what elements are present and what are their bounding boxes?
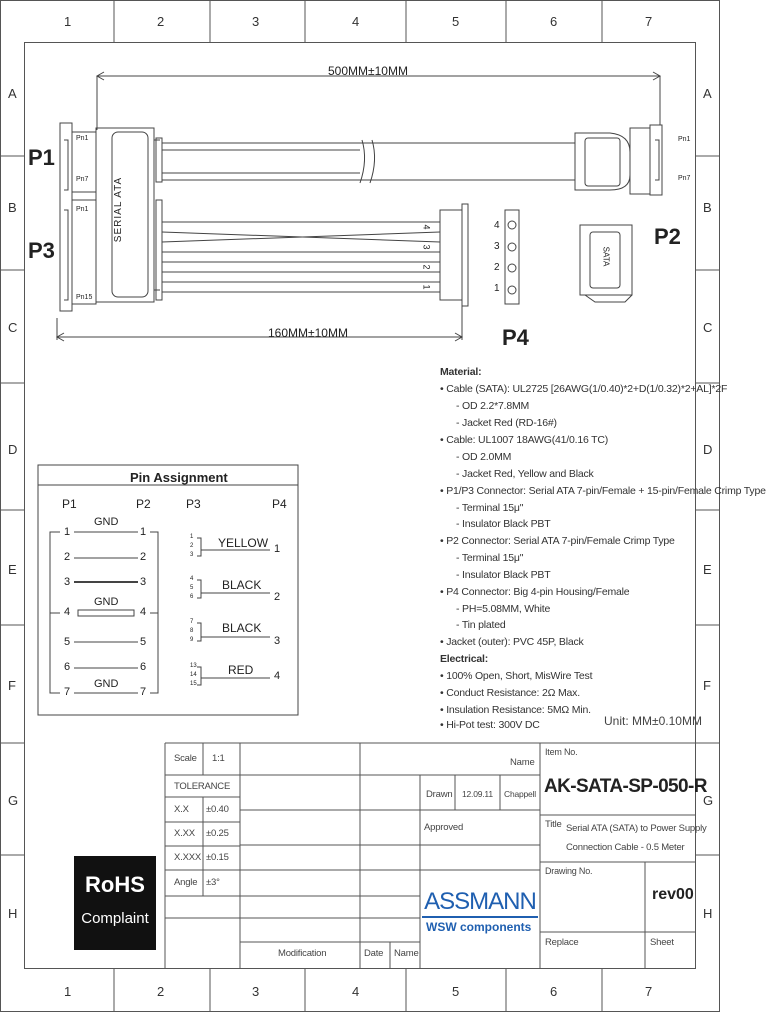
material-line: - Terminal 15μ" bbox=[456, 552, 524, 564]
grid-col-6-top: 6 bbox=[550, 14, 558, 29]
wire-num-1: 1 bbox=[421, 284, 432, 290]
p2-connector-text: SATA bbox=[601, 246, 611, 267]
name-label: Name bbox=[510, 757, 535, 768]
electrical-line: • Conduct Resistance: 2Ω Max. bbox=[440, 687, 580, 699]
wire-color-black: BLACK bbox=[222, 578, 262, 592]
p3-group-pins: 4 bbox=[190, 576, 194, 582]
p4-pin-ref: 3 bbox=[274, 635, 281, 647]
connector-p4-label: P4 bbox=[502, 325, 529, 350]
grid-row-f-left: F bbox=[8, 678, 16, 693]
connector-p1-label: P1 bbox=[28, 145, 55, 170]
tolerance-key: Angle bbox=[174, 877, 198, 888]
grid-row-c-left: C bbox=[8, 320, 18, 335]
title-line-1: Serial ATA (SATA) to Power Supply bbox=[566, 823, 707, 834]
electrical-line: • Hi-Pot test: 300V DC bbox=[440, 719, 540, 731]
p3-group-pins: 8 bbox=[190, 628, 194, 634]
tolerance-label: TOLERANCE bbox=[174, 781, 231, 792]
grid-row-h-left: H bbox=[8, 906, 18, 921]
p3-pin-15-label: Pn15 bbox=[76, 294, 93, 301]
drawn-date: 12.09.11 bbox=[462, 789, 493, 799]
assmann-logo bbox=[422, 886, 538, 942]
pin-header-p4: P4 bbox=[272, 497, 287, 511]
p4-pin-ref: 2 bbox=[274, 591, 281, 603]
p3-group-pins: 3 bbox=[190, 552, 194, 558]
revision: rev00 bbox=[652, 886, 694, 903]
p2-pin-1-label: Pn1 bbox=[678, 136, 691, 143]
p2-pin-7-label: Pn7 bbox=[678, 175, 691, 182]
tolerance-key: X.XX bbox=[174, 828, 195, 839]
p4-pin-ref: 1 bbox=[274, 543, 281, 555]
grid-col-4-bottom: 4 bbox=[352, 984, 360, 999]
gnd-label: GND bbox=[94, 516, 119, 528]
grid-col-4-top: 4 bbox=[352, 14, 360, 29]
pin-header-p2: P2 bbox=[136, 497, 151, 511]
p4-pin-2: 2 bbox=[494, 262, 500, 273]
grid-col-7-top: 7 bbox=[645, 14, 653, 29]
approved-label: Approved bbox=[424, 822, 464, 833]
pin-header-p3: P3 bbox=[186, 497, 201, 511]
title-label: Title bbox=[545, 819, 562, 830]
grid-col-5-bottom: 5 bbox=[452, 984, 460, 999]
material-line: • Cable (SATA): UL2725 [26AWG(1/0.40)*2+D(1/0.32)*2+AL]*2F bbox=[440, 383, 728, 395]
material-heading: Material: bbox=[440, 366, 482, 378]
p1-pin-1-label: Pn1 bbox=[76, 135, 89, 142]
electrical-heading: Electrical: bbox=[440, 653, 488, 665]
p4-pin-4: 4 bbox=[494, 220, 500, 231]
grid-row-d-right: D bbox=[703, 442, 713, 457]
p3-group-pins: 13 bbox=[190, 663, 197, 669]
p3-group-pins: 15 bbox=[190, 681, 197, 687]
name-label-bottom: Name bbox=[394, 948, 419, 959]
material-line: - PH=5.08MM, White bbox=[456, 603, 551, 615]
wire-num-2: 2 bbox=[421, 264, 432, 270]
item-no-label: Item No. bbox=[545, 747, 578, 757]
p4-pin-3: 3 bbox=[494, 241, 500, 252]
p3-pin-1-label: Pn1 bbox=[76, 206, 89, 213]
material-line: - Insulator Black PBT bbox=[456, 518, 551, 530]
drawing-no-label: Drawing No. bbox=[545, 866, 593, 876]
grid-col-2-bottom: 2 bbox=[157, 984, 165, 999]
tolerance-key: X.XXX bbox=[174, 852, 201, 863]
connector-p3-label: P3 bbox=[28, 238, 55, 263]
tolerance-value: ±0.25 bbox=[206, 828, 229, 839]
p1-pin: 7 bbox=[64, 686, 71, 698]
rohs-subtitle: Complaint bbox=[81, 910, 149, 927]
p3-group-pins: 7 bbox=[190, 619, 194, 625]
date-label: Date bbox=[364, 948, 384, 959]
scale-label: Scale bbox=[174, 753, 197, 764]
p3-group-pins: 9 bbox=[190, 637, 194, 643]
p3-group-pins: 5 bbox=[190, 585, 194, 591]
grid-row-b-left: B bbox=[8, 200, 17, 215]
p1-pin: 1 bbox=[64, 526, 71, 538]
item-number: AK-SATA-SP-050-R bbox=[544, 776, 707, 797]
grid-row-a-right: A bbox=[703, 86, 712, 101]
p2-pin: 6 bbox=[140, 661, 147, 673]
p1-pin: 3 bbox=[64, 576, 71, 588]
grid-row-a-left: A bbox=[8, 86, 17, 101]
rohs-badge bbox=[74, 856, 156, 950]
replace-label: Replace bbox=[545, 937, 579, 948]
scale-value: 1:1 bbox=[212, 753, 225, 764]
grid-col-1-bottom: 1 bbox=[64, 984, 72, 999]
wire-color-red: RED bbox=[228, 663, 254, 677]
p2-pin: 4 bbox=[140, 606, 147, 618]
wire-num-3: 3 bbox=[421, 244, 432, 250]
material-line: - OD 2.2*7.8MM bbox=[456, 400, 530, 412]
p3-group-pins: 6 bbox=[190, 594, 194, 600]
grid-row-g-right: G bbox=[703, 793, 714, 808]
material-line: - Insulator Black PBT bbox=[456, 569, 551, 581]
grid-row-b-right: B bbox=[703, 200, 712, 215]
tolerance-value: ±0.15 bbox=[206, 852, 229, 863]
gnd-label: GND bbox=[94, 678, 119, 690]
material-line: • Cable: UL1007 18AWG(41/0.16 TC) bbox=[440, 434, 609, 446]
material-line: • P2 Connector: Serial ATA 7-pin/Female Crimp Type bbox=[440, 535, 675, 547]
electrical-line: • Insulation Resistance: 5MΩ Min. bbox=[440, 704, 591, 716]
dimension-500mm: 500MM±10MM bbox=[328, 64, 408, 78]
connector-p2-label: P2 bbox=[654, 224, 681, 249]
sheet-label: Sheet bbox=[650, 937, 674, 948]
title-line-2: Connection Cable - 0.5 Meter bbox=[566, 842, 685, 853]
p4-pin-1: 1 bbox=[494, 283, 500, 294]
p2-pin: 2 bbox=[140, 551, 147, 563]
p3-group-pins: 14 bbox=[190, 672, 197, 678]
tolerance-key: X.X bbox=[174, 804, 189, 815]
p2-pin: 3 bbox=[140, 576, 147, 588]
rohs-title: RoHS bbox=[85, 872, 145, 897]
assmann-logo-subtext: WSW components bbox=[426, 920, 532, 934]
wire-color-yellow: YELLOW bbox=[218, 536, 269, 550]
assmann-logo-text: ASSMANN bbox=[422, 888, 538, 918]
p1-pin: 6 bbox=[64, 661, 71, 673]
gnd-label: GND bbox=[94, 596, 119, 608]
grid-row-e-right: E bbox=[703, 562, 712, 577]
tolerance-value: ±3° bbox=[206, 877, 220, 888]
dimension-160mm: 160MM±10MM bbox=[268, 326, 348, 340]
grid-col-5-top: 5 bbox=[452, 14, 460, 29]
pin-header-p1: P1 bbox=[62, 497, 77, 511]
grid-col-6-bottom: 6 bbox=[550, 984, 558, 999]
drawn-label: Drawn bbox=[426, 789, 453, 800]
p3-group-pins: 1 bbox=[190, 534, 194, 540]
material-line: - OD 2.0MM bbox=[456, 451, 512, 463]
grid-row-d-left: D bbox=[8, 442, 18, 457]
tolerance-value: ±0.40 bbox=[206, 804, 229, 815]
grid-row-g-left: G bbox=[8, 793, 19, 808]
grid-row-e-left: E bbox=[8, 562, 17, 577]
p1-pin-7-label: Pn7 bbox=[76, 176, 89, 183]
grid-col-2-top: 2 bbox=[157, 14, 165, 29]
p3-group-pins: 2 bbox=[190, 543, 194, 549]
grid-col-3-top: 3 bbox=[252, 14, 260, 29]
material-line: • P4 Connector: Big 4-pin Housing/Female bbox=[440, 586, 630, 598]
grid-col-7-bottom: 7 bbox=[645, 984, 653, 999]
cable-label: SERIAL ATA bbox=[113, 176, 125, 243]
material-line: - Jacket Red, Yellow and Black bbox=[456, 468, 594, 480]
p1-pin: 4 bbox=[64, 606, 71, 618]
p2-pin: 7 bbox=[140, 686, 147, 698]
material-line: - Jacket Red (RD-16#) bbox=[456, 417, 557, 429]
p1-pin: 2 bbox=[64, 551, 71, 563]
drawn-name: Chappell bbox=[504, 789, 536, 799]
grid-col-1-top: 1 bbox=[64, 14, 72, 29]
grid-row-c-right: C bbox=[703, 320, 713, 335]
p4-pin-ref: 4 bbox=[274, 670, 281, 682]
material-line: - Terminal 15μ" bbox=[456, 502, 524, 514]
grid-row-f-right: F bbox=[703, 678, 711, 693]
unit-note: Unit: MM±0.10MM bbox=[604, 714, 702, 728]
grid-row-h-right: H bbox=[703, 906, 713, 921]
p1-pin: 5 bbox=[64, 636, 71, 648]
p2-pin: 5 bbox=[140, 636, 147, 648]
wire-num-4: 4 bbox=[421, 224, 432, 230]
material-line: • Jacket (outer): PVC 45P, Black bbox=[440, 636, 584, 648]
material-line: - Tin plated bbox=[456, 619, 506, 631]
electrical-line: • 100% Open, Short, MisWire Test bbox=[440, 670, 593, 682]
p2-pin: 1 bbox=[140, 526, 147, 538]
modification-label: Modification bbox=[278, 948, 327, 959]
wire-color-black: BLACK bbox=[222, 621, 262, 635]
pin-assignment-title: Pin Assignment bbox=[130, 470, 228, 485]
material-line: • P1/P3 Connector: Serial ATA 7-pin/Female + 15-pin/Female Crimp Type bbox=[440, 485, 766, 497]
grid-col-3-bottom: 3 bbox=[252, 984, 260, 999]
